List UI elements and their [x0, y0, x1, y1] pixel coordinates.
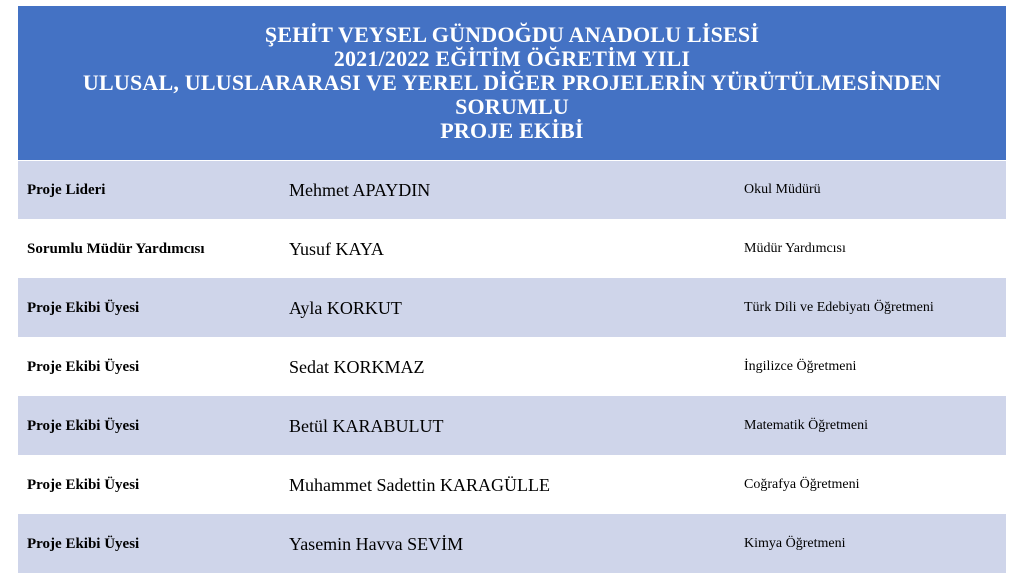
table-row — [18, 338, 1006, 397]
table-row — [18, 397, 1006, 456]
name-cell: Mehmet APAYDIN — [289, 179, 431, 200]
academic-year: 2021/2022 EĞİTİM ÖĞRETİM YILI — [333, 46, 691, 71]
position-cell: Kimya Öğretmeni — [744, 536, 846, 551]
table-row — [18, 456, 1006, 515]
project-scope: ULUSAL, ULUSLARARASI VE YEREL DİĞER PROJELERİN YÜRÜTÜLMESİNDEN — [82, 70, 942, 95]
team-table — [18, 161, 1006, 574]
position-cell: Matematik Öğretmeni — [744, 418, 869, 433]
role-cell: Proje Ekibi Üyesi — [27, 476, 140, 493]
role-cell: Proje Ekibi Üyesi — [27, 417, 140, 434]
table-row — [18, 279, 1006, 338]
position-cell: İngilizce Öğretmeni — [744, 359, 857, 374]
role-cell: Sorumlu Müdür Yardımcısı — [27, 240, 205, 257]
name-cell: Yasemin Havva SEVİM — [289, 533, 464, 554]
table-row — [18, 161, 1006, 220]
name-cell: Yusuf KAYA — [289, 238, 384, 259]
name-cell: Sedat KORKMAZ — [289, 356, 425, 377]
role-cell: Proje Ekibi Üyesi — [27, 299, 140, 316]
name-cell: Ayla KORKUT — [289, 297, 402, 318]
table-row — [18, 220, 1006, 279]
position-cell: Türk Dili ve Edebiyatı Öğretmeni — [744, 300, 934, 315]
role-cell: Proje Ekibi Üyesi — [27, 358, 140, 375]
school-name: ŞEHİT VEYSEL GÜNDOĞDU ANADOLU LİSESİ — [264, 22, 760, 47]
role-cell: Proje Ekibi Üyesi — [27, 535, 140, 552]
team-title: PROJE EKİBİ — [440, 118, 584, 143]
table-row — [18, 515, 1006, 574]
project-team-document — [18, 6, 1006, 578]
responsibility-label: SORUMLU — [455, 94, 569, 119]
position-cell: Coğrafya Öğretmeni — [744, 477, 860, 492]
name-cell: Betül KARABULUT — [289, 415, 444, 436]
role-cell: Proje Lideri — [27, 181, 106, 198]
name-cell: Muhammet Sadettin KARAGÜLLE — [289, 474, 550, 495]
position-cell: Müdür Yardımcısı — [744, 241, 846, 256]
document-header — [18, 6, 1006, 161]
position-cell: Okul Müdürü — [744, 182, 821, 197]
